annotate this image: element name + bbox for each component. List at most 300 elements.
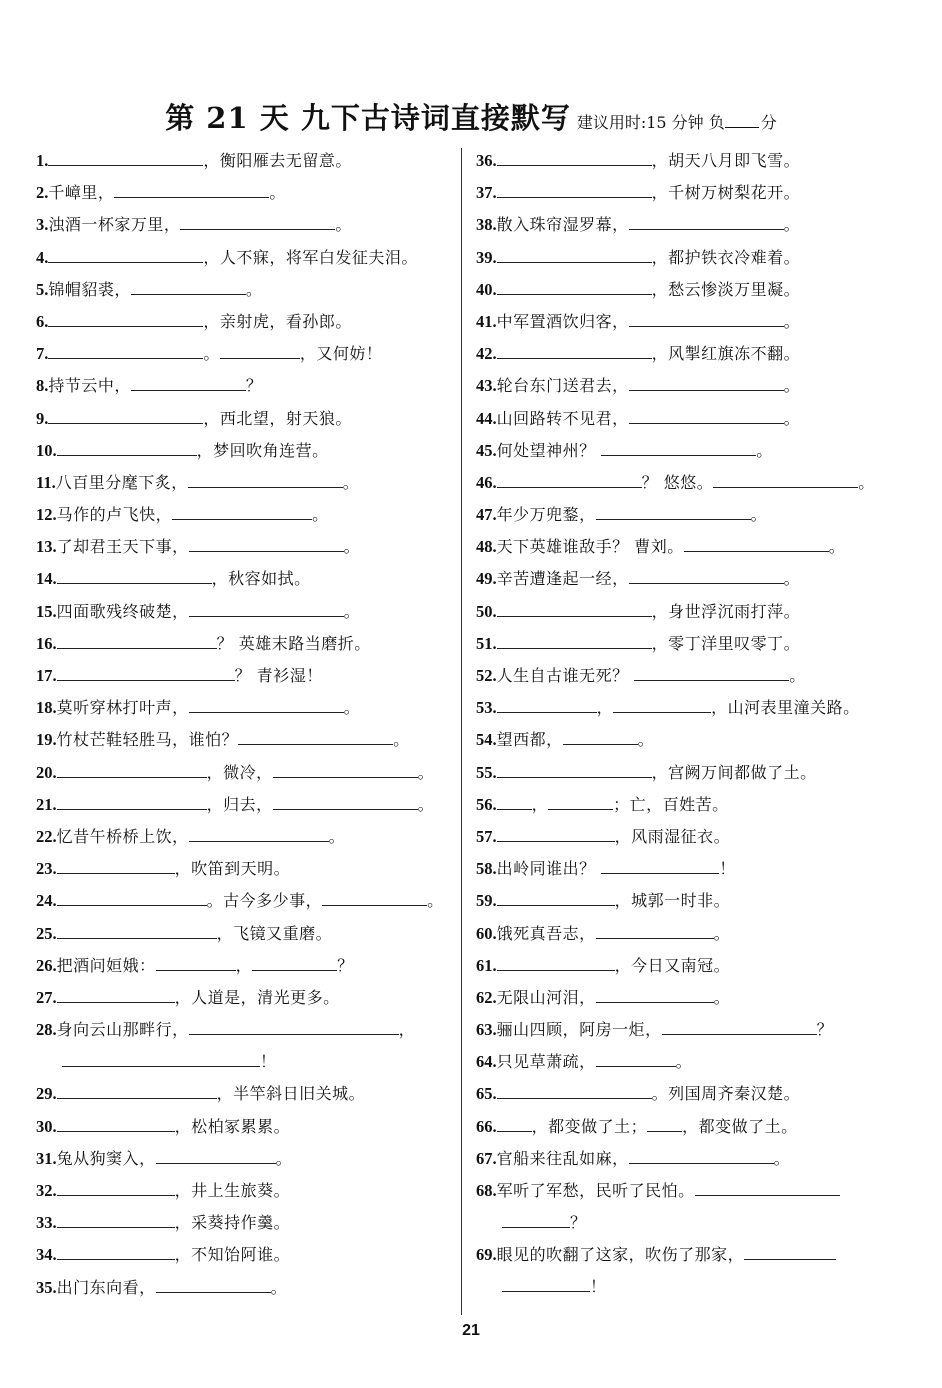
- question-text: 。: [783, 376, 801, 396]
- question-text: ，风掣红旗冻不翻。: [651, 344, 801, 364]
- question-item: [476, 598, 916, 630]
- question-number: 67.: [476, 1148, 497, 1168]
- question-number: 23.: [36, 859, 57, 879]
- question-number: 60.: [476, 923, 497, 943]
- question-item: [36, 1080, 454, 1112]
- question-number: 68.: [476, 1181, 497, 1200]
- answer-blank[interactable]: [629, 1145, 774, 1164]
- answer-blank[interactable]: [563, 726, 638, 745]
- question-number: 37.: [476, 183, 497, 203]
- question-text: 。: [335, 215, 352, 235]
- question-text: ，身世浮沉雨打萍。: [651, 601, 801, 621]
- question-text: 。: [343, 601, 361, 621]
- answer-blank[interactable]: [497, 340, 652, 359]
- question-text: 把酒问姮娥：: [56, 955, 156, 975]
- answer-blank[interactable]: [629, 308, 784, 327]
- answer-blank[interactable]: [502, 1209, 570, 1228]
- question-number: 32.: [36, 1181, 57, 1201]
- question-text: 。: [783, 311, 801, 331]
- question-text: ，风雨湿征衣。: [614, 826, 731, 846]
- question-number: 61.: [476, 955, 497, 975]
- question-item: [476, 1016, 916, 1048]
- question-text: 。: [393, 730, 410, 750]
- question-number: 13.: [36, 537, 57, 557]
- answer-blank[interactable]: [180, 211, 335, 230]
- question-text: 何处望神州？: [496, 440, 602, 460]
- answer-blank[interactable]: [596, 501, 751, 520]
- question-number: 54.: [476, 730, 497, 750]
- question-item: [476, 984, 916, 1016]
- question-text: 眼见的吹翻了这家，吹伤了那家，: [496, 1245, 745, 1265]
- score-unit: 分: [760, 113, 777, 132]
- answer-blank[interactable]: [57, 1241, 175, 1260]
- question-item: [36, 694, 454, 726]
- question-number: 19.: [36, 730, 57, 750]
- question-text: 山回路转不见君，: [496, 408, 629, 428]
- question-number: 53.: [476, 698, 497, 718]
- question-text: 。: [269, 183, 286, 203]
- answer-blank[interactable]: [601, 437, 756, 456]
- answer-blank[interactable]: [497, 694, 597, 713]
- question-number: 65.: [476, 1084, 497, 1104]
- answer-blank[interactable]: [684, 533, 829, 552]
- question-text: 千嶂里，: [48, 183, 115, 203]
- question-text: ，半竿斜日旧关城。: [216, 1084, 366, 1104]
- answer-blank[interactable]: [502, 1273, 590, 1292]
- question-text: 望西都，: [496, 730, 563, 750]
- answer-blank[interactable]: [188, 469, 343, 488]
- answer-blank[interactable]: [613, 694, 711, 713]
- question-number: 24.: [36, 891, 57, 911]
- answer-blank[interactable]: [596, 920, 714, 939]
- question-number: 31.: [36, 1148, 57, 1168]
- question-text: ，: [531, 794, 549, 814]
- right-question-column: [476, 147, 916, 1306]
- question-text: ，梦回吹角连营。: [196, 440, 329, 460]
- answer-blank[interactable]: [172, 501, 312, 520]
- answer-blank[interactable]: [57, 887, 207, 906]
- question-number: 25.: [36, 923, 57, 943]
- answer-blank[interactable]: [662, 1016, 817, 1035]
- question-number: 58.: [476, 859, 497, 879]
- question-text: 。: [713, 987, 731, 1007]
- question-text: 。: [342, 472, 360, 492]
- question-item: [36, 920, 454, 952]
- answer-blank[interactable]: [497, 791, 532, 810]
- answer-blank[interactable]: [57, 1177, 175, 1196]
- question-number: 64.: [476, 1052, 497, 1072]
- answer-blank[interactable]: [189, 694, 344, 713]
- question-text: 兔从狗窦入，: [56, 1148, 156, 1168]
- question-text: 只见草萧疏，: [496, 1052, 596, 1072]
- question-item: [476, 372, 916, 404]
- question-item: [476, 726, 916, 758]
- question-number: 56.: [476, 794, 497, 814]
- question-text: ，宫阙万间都做了土。: [651, 762, 817, 782]
- answer-blank[interactable]: [57, 1080, 217, 1099]
- question-text: 人生自古谁无死？: [496, 666, 635, 685]
- question-number: 15.: [36, 601, 57, 621]
- answer-blank[interactable]: [57, 791, 207, 810]
- question-number: 51.: [476, 633, 497, 653]
- answer-blank[interactable]: [220, 340, 300, 359]
- question-item: [476, 179, 916, 211]
- question-text: 锦帽貂裘，: [48, 279, 131, 299]
- answer-blank[interactable]: [57, 437, 197, 456]
- answer-blank[interactable]: [131, 276, 246, 295]
- answer-blank[interactable]: [497, 1080, 652, 1099]
- question-item: [36, 726, 454, 758]
- answer-blank[interactable]: [497, 887, 615, 906]
- question-item: [36, 244, 454, 276]
- question-item: [476, 694, 916, 726]
- question-text: ，山河表里潼关路。: [711, 698, 860, 718]
- question-text: 浊酒一杯家万里，: [48, 215, 181, 235]
- question-item: [476, 405, 916, 437]
- question-text: 。: [245, 279, 263, 299]
- question-item: [476, 469, 916, 501]
- question-text: ！: [590, 1277, 607, 1297]
- question-item: [476, 759, 916, 791]
- question-text: 马作的卢飞快，: [56, 505, 173, 525]
- answer-blank[interactable]: [273, 759, 418, 778]
- question-number: 10.: [36, 440, 57, 460]
- question-item: [476, 952, 916, 984]
- question-item: [36, 952, 454, 984]
- question-text: 。: [312, 505, 329, 525]
- answer-blank[interactable]: [629, 372, 784, 391]
- question-text: ；亡，百姓苦。: [613, 794, 729, 814]
- answer-blank[interactable]: [713, 469, 858, 488]
- question-item: [476, 855, 916, 887]
- question-item: [36, 211, 454, 243]
- answer-blank[interactable]: [48, 244, 203, 263]
- answer-blank[interactable]: [629, 565, 784, 584]
- question-number: 40.: [476, 279, 497, 299]
- question-item: [476, 565, 916, 597]
- question-number: 22.: [36, 826, 57, 846]
- question-text: 出岭同谁出？: [496, 859, 602, 879]
- answer-blank[interactable]: [634, 662, 789, 681]
- question-text: ，都变做了土。: [682, 1116, 798, 1136]
- question-text: ？ 悠悠。: [641, 472, 714, 492]
- question-text: ，松柏冢累累。: [174, 1116, 291, 1136]
- question-text: 。: [783, 569, 801, 589]
- question-number: 30.: [36, 1116, 57, 1136]
- question-number: 50.: [476, 601, 497, 621]
- question-number: 49.: [476, 569, 497, 589]
- answer-blank[interactable]: [48, 340, 203, 359]
- answer-blank[interactable]: [647, 1113, 682, 1132]
- question-text: ，采葵持作羹。: [174, 1213, 291, 1233]
- question-item: [476, 340, 916, 372]
- question-text: ，吹笛到天明。: [174, 859, 291, 879]
- answer-blank[interactable]: [57, 984, 175, 1003]
- question-item: [36, 565, 454, 597]
- question-text: 。: [275, 1148, 293, 1168]
- question-item: [476, 244, 916, 276]
- answer-blank[interactable]: [57, 759, 207, 778]
- question-number: 4.: [36, 247, 49, 267]
- question-item: [36, 823, 454, 855]
- question-text: 。: [713, 923, 731, 943]
- answer-blank[interactable]: [497, 630, 652, 649]
- question-text: 。: [343, 698, 361, 718]
- answer-blank[interactable]: [156, 952, 236, 971]
- question-text: ，人道是，清光更多。: [174, 987, 340, 1007]
- question-text: 忆昔午桥桥上饮，: [56, 826, 189, 846]
- question-text: ，西北望，射天狼。: [203, 408, 352, 428]
- answer-blank[interactable]: [596, 984, 714, 1003]
- question-text: 年少万兜鍪，: [496, 505, 596, 525]
- question-item: [36, 147, 454, 179]
- question-number: 52.: [476, 666, 497, 685]
- question-text: ！: [719, 859, 736, 879]
- question-text: ，秋容如拭。: [211, 569, 311, 589]
- answer-blank[interactable]: [48, 405, 203, 424]
- question-text: 。古今多少事，: [206, 891, 323, 911]
- answer-blank[interactable]: [497, 147, 652, 166]
- question-text: ！: [260, 1052, 277, 1072]
- question-text: ，衡阳雁去无留意。: [203, 151, 352, 170]
- question-number: 21.: [36, 794, 57, 814]
- question-text: 。: [789, 666, 806, 685]
- question-item: [476, 1113, 916, 1145]
- answer-blank[interactable]: [189, 598, 344, 617]
- answer-blank[interactable]: [629, 405, 784, 424]
- question-text: ，愁云惨淡万里凝。: [651, 279, 801, 299]
- question-item: [36, 501, 454, 533]
- question-text: 。: [858, 472, 875, 492]
- question-item: [476, 920, 916, 952]
- question-number: 5.: [36, 279, 49, 299]
- question-text: 官船来往乱如麻，: [496, 1148, 629, 1168]
- question-item: [36, 308, 454, 340]
- question-item: [36, 791, 454, 823]
- question-text: 。列国周齐秦汉楚。: [651, 1084, 801, 1104]
- question-text: 持节云中，: [48, 376, 131, 396]
- question-number: 16.: [36, 633, 57, 653]
- question-item: [476, 211, 916, 243]
- question-number: 42.: [476, 344, 497, 364]
- question-number: 36.: [476, 151, 497, 170]
- question-number: 63.: [476, 1020, 497, 1040]
- question-item: [36, 598, 454, 630]
- answer-blank[interactable]: [57, 630, 217, 649]
- question-text: ，又何妨！: [299, 344, 383, 364]
- question-text: 散入珠帘湿罗幕，: [496, 215, 629, 235]
- question-text: 。: [203, 344, 220, 364]
- question-item: [36, 1274, 454, 1306]
- answer-blank[interactable]: [548, 791, 613, 810]
- answer-blank[interactable]: [322, 887, 427, 906]
- question-text: 。: [427, 891, 444, 911]
- question-text: ？: [337, 955, 354, 975]
- question-text: 。: [828, 537, 846, 557]
- question-item: [476, 887, 916, 919]
- answer-blank[interactable]: [114, 179, 269, 198]
- question-text: 。: [675, 1052, 693, 1072]
- question-text: ？ 英雄末路当磨折。: [216, 633, 371, 653]
- question-item: [36, 1209, 454, 1241]
- question-item: [476, 1177, 916, 1241]
- question-text: 了却君王天下事，: [56, 537, 189, 557]
- question-text: ，胡天八月即飞雪。: [651, 151, 801, 170]
- question-text: ，: [596, 698, 614, 718]
- question-number: 17.: [36, 666, 57, 685]
- question-number: 44.: [476, 408, 497, 428]
- question-item: [36, 533, 454, 565]
- title-text: 第 21 天 九下古诗词直接默写: [165, 101, 571, 135]
- question-item: [36, 855, 454, 887]
- question-item: [36, 1145, 454, 1177]
- answer-blank[interactable]: [252, 952, 337, 971]
- question-number: 27.: [36, 987, 57, 1007]
- question-item: [36, 179, 454, 211]
- question-number: 62.: [476, 987, 497, 1007]
- question-text: 。: [270, 1277, 288, 1297]
- question-number: 8.: [36, 376, 49, 396]
- question-number: 48.: [476, 537, 497, 557]
- question-number: 20.: [36, 762, 57, 782]
- question-text: ？: [816, 1020, 834, 1040]
- question-text: ，: [398, 1020, 416, 1040]
- question-item: [36, 276, 454, 308]
- question-text: ，微冷，: [206, 762, 273, 782]
- question-number: 9.: [36, 408, 49, 428]
- question-text: 轮台东门送君去，: [496, 376, 629, 396]
- question-item: [36, 469, 454, 501]
- question-text: 出门东向看，: [56, 1277, 156, 1297]
- question-number: 28.: [36, 1020, 57, 1040]
- question-number: 26.: [36, 955, 57, 975]
- answer-blank[interactable]: [497, 598, 652, 617]
- question-number: 59.: [476, 891, 497, 911]
- question-item: [36, 1241, 454, 1273]
- question-number: 29.: [36, 1084, 57, 1104]
- answer-blank[interactable]: [57, 565, 212, 584]
- answer-blank[interactable]: [695, 1177, 840, 1196]
- question-item: [476, 1145, 916, 1177]
- question-number: 57.: [476, 826, 497, 846]
- question-text: ，都护铁衣冷难着。: [651, 247, 801, 267]
- answer-blank[interactable]: [744, 1241, 836, 1260]
- answer-blank[interactable]: [189, 533, 344, 552]
- column-divider: [461, 148, 462, 1315]
- answer-blank[interactable]: [57, 662, 235, 681]
- answer-blank[interactable]: [596, 1048, 676, 1067]
- question-text: ？: [570, 1213, 587, 1232]
- answer-blank[interactable]: [48, 308, 203, 327]
- answer-blank[interactable]: [497, 759, 652, 778]
- answer-blank[interactable]: [497, 179, 652, 198]
- question-item: [36, 1177, 454, 1209]
- question-item: [476, 823, 916, 855]
- question-text: 军听了军愁，民听了民怕。: [496, 1181, 695, 1200]
- question-number: 55.: [476, 762, 497, 782]
- question-number: 45.: [476, 440, 497, 460]
- answer-blank[interactable]: [62, 1048, 260, 1067]
- question-number: 35.: [36, 1277, 57, 1297]
- question-number: 43.: [476, 376, 497, 396]
- question-text: 。: [328, 826, 346, 846]
- time-note: 建议用时:15 分钟 负: [576, 113, 725, 132]
- answer-blank[interactable]: [497, 1113, 532, 1132]
- answer-blank[interactable]: [497, 276, 652, 295]
- answer-blank[interactable]: [238, 726, 393, 745]
- answer-blank[interactable]: [601, 855, 719, 874]
- question-item: [36, 1113, 454, 1145]
- question-number: 11.: [36, 472, 56, 492]
- question-text: 辛苦遭逢起一经，: [496, 569, 629, 589]
- question-number: 7.: [36, 344, 49, 364]
- question-number: 41.: [476, 311, 497, 331]
- answer-blank[interactable]: [497, 952, 615, 971]
- answer-blank[interactable]: [57, 1209, 175, 1228]
- answer-blank[interactable]: [629, 211, 784, 230]
- question-text: 骊山四顾，阿房一炬，: [496, 1020, 662, 1040]
- question-item: [476, 791, 916, 823]
- answer-blank[interactable]: [156, 1145, 276, 1164]
- answer-blank[interactable]: [48, 147, 203, 166]
- question-text: 四面歌残终破楚，: [56, 601, 189, 621]
- page-title: [0, 96, 942, 137]
- question-text: 。: [417, 762, 435, 782]
- question-item: [36, 759, 454, 791]
- question-text: ，零丁洋里叹零丁。: [651, 633, 801, 653]
- question-number: 6.: [36, 311, 49, 331]
- answer-blank[interactable]: [156, 1274, 271, 1293]
- question-number: 69.: [476, 1245, 497, 1265]
- question-item: [476, 1241, 916, 1305]
- question-item: [36, 630, 454, 662]
- question-item: [476, 276, 916, 308]
- answer-blank[interactable]: [273, 791, 418, 810]
- question-text: ，亲射虎，看孙郎。: [203, 311, 352, 331]
- score-blank[interactable]: [725, 111, 759, 128]
- answer-blank[interactable]: [497, 244, 652, 263]
- question-text: ？ 青衫湿！: [234, 666, 323, 685]
- question-text: ？: [245, 376, 263, 396]
- question-number: 18.: [36, 698, 57, 718]
- question-number: 2.: [36, 183, 49, 203]
- page-number: 21: [462, 1322, 480, 1339]
- question-text: 八百里分麾下炙，: [55, 472, 188, 492]
- answer-blank[interactable]: [497, 469, 642, 488]
- answer-blank[interactable]: [497, 823, 615, 842]
- question-text: ，井上生旅葵。: [174, 1181, 291, 1201]
- answer-blank[interactable]: [57, 855, 175, 874]
- question-text: 。: [773, 1148, 791, 1168]
- question-text: 饿死真吾志，: [496, 923, 596, 943]
- answer-blank[interactable]: [131, 372, 246, 391]
- question-item: [476, 533, 916, 565]
- answer-blank[interactable]: [57, 1113, 175, 1132]
- question-text: ，城郭一时非。: [614, 891, 731, 911]
- answer-blank[interactable]: [189, 1016, 399, 1035]
- answer-blank[interactable]: [57, 920, 217, 939]
- question-text: 无限山河泪，: [496, 987, 596, 1007]
- question-item: [476, 437, 916, 469]
- question-item: [476, 308, 916, 340]
- question-item: [36, 662, 454, 694]
- question-text: ，都变做了土；: [531, 1116, 648, 1136]
- question-item: [476, 501, 916, 533]
- question-text: 。: [783, 408, 801, 428]
- answer-blank[interactable]: [189, 823, 329, 842]
- question-item: [476, 630, 916, 662]
- question-text: ，千树万树梨花开。: [651, 183, 801, 203]
